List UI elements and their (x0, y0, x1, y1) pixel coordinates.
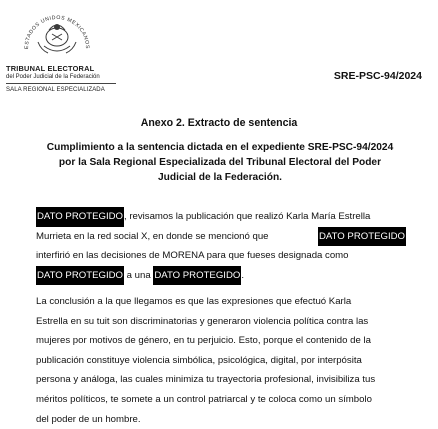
organization-name: TRIBUNAL ELECTORAL (6, 64, 95, 73)
mexican-coat-of-arms-seal (22, 6, 92, 60)
paragraph-line (36, 370, 406, 390)
paragraph-line (36, 207, 406, 227)
heading-line: Cumplimiento a la sentencia dictada en el expediente SRE-PSC-94/2024 (46, 142, 394, 153)
text-fragment: La conclusión a la que llegamos es que las expresiones que efectuó Karla (36, 296, 352, 307)
text-fragment: mujeres por motivos de género, en tu perjuicio. Esto, porque el contenido de la (36, 335, 371, 347)
text-fragment: Murrieta en la red social X, en donde se mencionó que (36, 230, 269, 242)
text-fragment: del poder de un hombre. (36, 413, 141, 425)
text-fragment: publicación constituye violencia simbólica, psicológica, digital, por interpósita (36, 354, 362, 366)
text-fragment: . (241, 269, 245, 281)
text-fragment: interfirió en las decisiones de MORENA para que fueses designada como (36, 250, 349, 262)
text-fragment: persona y análoga, las cuales minimiza tu trayectoria profesional, invisibiliza tus (36, 374, 376, 386)
seal-text: ESTADOS UNIDOS MEXICANOS (23, 14, 91, 50)
redacted-data: DATO PROTEGIDO (153, 266, 241, 286)
redacted-data: DATO PROTEGIDO (36, 207, 124, 227)
text-fragment: Estrella en su tuit son discriminatorias y generaron violencia política contra las (36, 315, 369, 327)
sala-name: SALA REGIONAL ESPECIALIZADA (6, 87, 105, 93)
paragraph-line (36, 312, 406, 332)
annex-title: Anexo 2. Extracto de sentencia (140, 117, 298, 129)
organization-logo-text (6, 64, 118, 94)
document-heading (20, 140, 420, 185)
paragraph-line (36, 410, 406, 429)
heading-line: por la Sala Regional Especializada del Tribunal Electoral del Poder (58, 157, 382, 168)
text-fragment: méritos políticos, te somete a un control patriarcal y te coloca como un símbolo (36, 393, 372, 405)
paragraph-line (36, 351, 406, 371)
redacted-data: DATO PROTEGIDO (318, 227, 406, 247)
paragraph-line (36, 227, 406, 247)
paragraph-line (36, 390, 406, 410)
paragraph-1 (36, 207, 406, 285)
heading-line: Judicial de la Federación. (158, 172, 282, 183)
document-number: SRE-PSC-94/2024 (333, 70, 422, 82)
paragraph-line (36, 246, 406, 266)
paragraph-line (36, 331, 406, 351)
text-fragment: a una (124, 269, 154, 281)
svg-text:ESTADOS UNIDOS MEXICANOS (24, 15, 90, 49)
organization-subtitle: del Poder Judicial de la Federación (6, 74, 100, 80)
divider (6, 83, 116, 84)
redacted-data: DATO PROTEGIDO (36, 266, 124, 286)
paragraph-line (36, 292, 406, 312)
text-fragment: , revisamos la publicación que realizó Karla María Estrella (124, 211, 371, 222)
paragraph-2 (36, 292, 406, 429)
paragraph-line (36, 266, 406, 286)
